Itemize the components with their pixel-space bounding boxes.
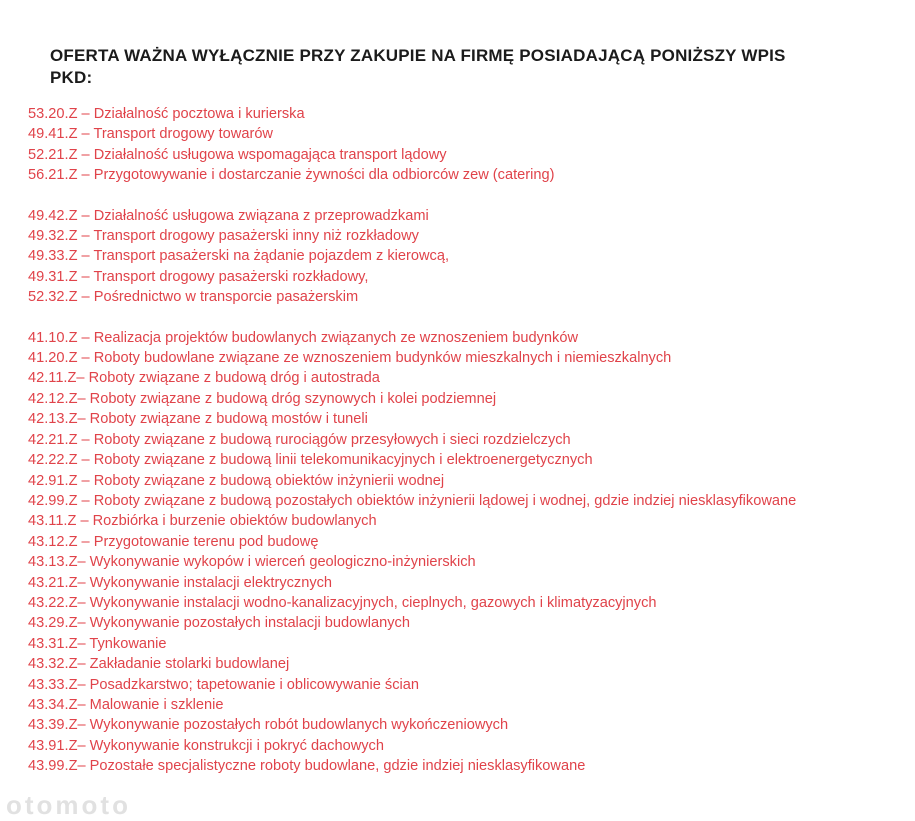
pkd-group-construction <box>28 328 915 777</box>
pkd-item: 53.20.Z – Działalność pocztowa i kurierska <box>28 106 305 122</box>
pkd-item: 43.32.Z– Zakładanie stolarki budowlanej <box>28 656 290 673</box>
pkd-item: 43.29.Z– Wykonywanie pozostałych instalacji budowlanych <box>28 615 410 632</box>
pkd-item: 42.22.Z – Roboty związane z budową linii telekomunikacyjnych i elektroenergetycznych <box>28 452 593 469</box>
pkd-item: 43.31.Z– Tynkowanie <box>28 635 167 652</box>
pkd-item: 42.99.Z – Roboty związane z budową pozostałych obiektów inżynierii lądowej i wodnej, gdzie indziej niesklasyfikowane <box>28 492 797 509</box>
pkd-group-transport-courier <box>28 104 915 186</box>
pkd-item: 43.33.Z– Posadzkarstwo; tapetowanie i oblicowywanie ścian <box>28 676 420 693</box>
pkd-item: 56.21.Z – Przygotowywanie i dostarczanie żywności dla odbiorców zew (catering) <box>28 167 555 184</box>
pkd-item: 52.21.Z – Działalność usługowa wspomagająca transport lądowy <box>28 146 447 163</box>
pkd-item: 41.10.Z – Realizacja projektów budowlanych związanych ze wznoszeniem budynków <box>28 329 578 346</box>
pkd-item: 41.20.Z – Roboty budowlane związane ze wznoszeniem budynków mieszkalnych i niemieszkalnych <box>28 350 672 367</box>
page-title-line1: OFERTA WAŻNA WYŁĄCZNIE PRZY ZAKUPIE NA FIRMĘ POSIADAJĄCĄ PONIŻSZY WPIS <box>50 46 786 65</box>
pkd-item: 42.12.Z– Roboty związane z budową dróg szynowych i kolei podziemnej <box>28 390 497 407</box>
pkd-item: 43.39.Z– Wykonywanie pozostałych robót budowlanych wykończeniowych <box>28 717 509 734</box>
page-title-line2: PKD: <box>50 68 93 87</box>
pkd-item: 49.32.Z – Transport drogowy pasażerski inny niż rozkładowy <box>28 228 419 245</box>
pkd-item: 43.99.Z– Pozostałe specjalistyczne roboty budowlane, gdzie indziej niesklasyfikowane <box>28 758 586 775</box>
page-title <box>50 45 875 89</box>
pkd-item: 49.41.Z – Transport drogowy towarów <box>28 126 273 143</box>
pkd-item: 43.34.Z– Malowanie i szklenie <box>28 696 224 713</box>
pkd-item: 43.13.Z– Wykonywanie wykopów i wierceń geologiczno-inżynierskich <box>28 554 476 571</box>
pkd-item: 43.21.Z– Wykonywanie instalacji elektrycznych <box>28 574 333 591</box>
pkd-item: 42.21.Z – Roboty związane z budową rurociągów przesyłowych i sieci rozdzielczych <box>28 431 571 448</box>
pkd-item: 42.13.Z– Roboty związane z budową mostów i tuneli <box>28 411 368 428</box>
watermark: otomoto <box>6 790 131 820</box>
pkd-item: 43.12.Z – Przygotowanie terenu pod budowę <box>28 533 319 550</box>
pkd-item: 52.32.Z – Pośrednictwo w transporcie pasażerskim <box>28 289 359 306</box>
pkd-group-passenger-transport <box>28 206 915 308</box>
pkd-item: 42.91.Z – Roboty związane z budową obiektów inżynierii wodnej <box>28 472 445 489</box>
pkd-list <box>28 104 915 777</box>
pkd-item: 43.91.Z– Wykonywanie konstrukcji i pokryć dachowych <box>28 737 384 754</box>
pkd-item: 43.22.Z– Wykonywanie instalacji wodno-kanalizacyjnych, cieplnych, gazowych i klimatyzacyjnych <box>28 594 657 611</box>
pkd-item: 49.33.Z – Transport pasażerski na żądanie pojazdem z kierowcą, <box>28 248 450 265</box>
pkd-item: 43.11.Z – Rozbiórka i burzenie obiektów budowlanych <box>28 513 377 530</box>
pkd-item: 42.11.Z– Roboty związane z budową dróg i autostrada <box>28 370 380 387</box>
pkd-item: 49.42.Z – Działalność usługowa związana z przeprowadzkami <box>28 207 429 224</box>
pkd-item: 49.31.Z – Transport drogowy pasażerski rozkładowy, <box>28 268 369 285</box>
